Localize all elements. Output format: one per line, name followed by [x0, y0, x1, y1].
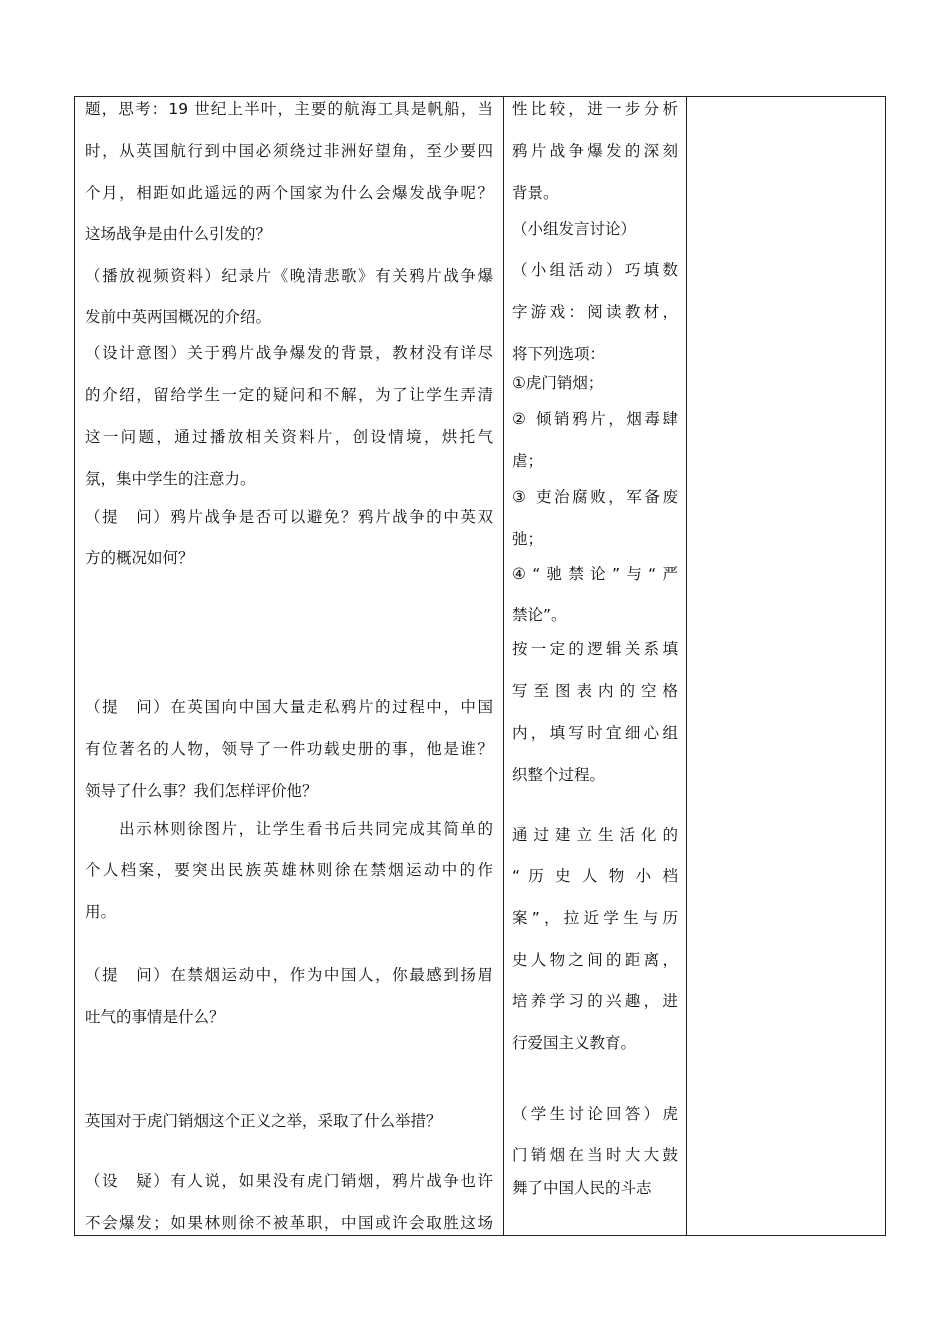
text-line: （播放视频资料）纪录片《晚清悲歌》有关鸦片战争爆	[85, 267, 493, 285]
lesson-table	[74, 96, 886, 1236]
text-line: 时，从英国航行到中国必须绕过非洲好望角，至少要四	[85, 142, 493, 160]
text-line: 鸦片战争爆发的深刻	[512, 142, 678, 160]
text-line: （设计意图）关于鸦片战争爆发的背景，教材没有详尽	[85, 344, 493, 362]
text-line: （设 疑）有人说，如果没有虎门销烟，鸦片战争也许	[85, 1172, 493, 1190]
text-line: 舞了中国人民的斗志	[512, 1179, 652, 1197]
text-line: 将下列选项：	[512, 345, 606, 363]
text-line: 的介绍，留给学生一定的疑问和不解，为了让学生弄清	[85, 386, 493, 404]
text-line: 写至图表内的空格	[512, 682, 678, 700]
text-line: （小组活动）巧填数	[512, 261, 678, 279]
text-line: “ 历 史 人 物 小 档	[512, 867, 678, 885]
notes-column	[687, 97, 885, 1235]
text-line: 史人物之间的距离，	[512, 951, 678, 969]
text-line: 方的概况如何？	[85, 549, 194, 567]
text-line: 这场战争是由什么引发的？	[85, 225, 272, 243]
text-line: （提 问）鸦片战争是否可以避免？鸦片战争的中英双	[85, 508, 493, 526]
text-line: 门销烟在当时大大鼓	[512, 1146, 678, 1164]
text-line: 内，填写时宜细心组	[512, 724, 678, 742]
text-line: 不会爆发；如果林则徐不被革职，中国或许会取胜这场	[85, 1214, 493, 1232]
text-line: 用。	[85, 903, 117, 921]
text-line: 织整个过程。	[512, 766, 606, 784]
text-line: ③ 吏治腐败，军备废	[512, 488, 678, 506]
text-line: 弛；	[512, 530, 544, 548]
text-line: ② 倾销鸦片，烟毒肆	[512, 410, 678, 428]
text-line: 字游戏：阅读教材，	[512, 303, 678, 321]
text-line: 英国对于虎门销烟这个正义之举，采取了什么举措？	[85, 1112, 442, 1130]
text-line: 发前中英两国概况的介绍。	[85, 308, 272, 326]
text-line: 题，思考：19 世纪上半叶，主要的航海工具是帆船，当	[85, 100, 493, 118]
text-line: 按一定的逻辑关系填	[512, 640, 678, 658]
text-line: 个人档案，要突出民族英雄林则徐在禁烟运动中的作	[85, 861, 493, 879]
text-line: （提 问）在禁烟运动中，作为中国人，你最感到扬眉	[85, 966, 493, 984]
text-line: 有位著名的人物，领导了一件功载史册的事，他是谁？	[85, 740, 493, 758]
text-line: ④“驰禁论”与“严	[512, 565, 678, 583]
text-line: 领导了什么事？我们怎样评价他？	[85, 782, 318, 800]
text-line: 行爱国主义教育。	[512, 1034, 637, 1052]
text-line: （提 问）在英国向中国大量走私鸦片的过程中，中国	[85, 698, 493, 716]
text-line: 通过建立生活化的	[512, 826, 678, 844]
text-line: 虐；	[512, 452, 544, 470]
text-line: 背景。	[512, 184, 559, 202]
text-line: 案”，拉近学生与历	[512, 909, 678, 927]
text-line: 氛，集中学生的注意力。	[85, 470, 256, 488]
text-line: ①虎门销烟；	[512, 374, 604, 392]
student-activity-column	[504, 97, 686, 1235]
text-line: （学生讨论回答）虎	[512, 1105, 678, 1123]
text-line: （小组发言讨论）	[512, 220, 637, 238]
teaching-process-column	[75, 97, 503, 1235]
text-line: 性比较，进一步分析	[512, 100, 678, 118]
text-line: 个月，相距如此遥远的两个国家为什么会爆发战争呢？	[85, 184, 493, 202]
text-line: 出示林则徐图片，让学生看书后共同完成其简单的	[85, 820, 493, 838]
text-line: 培养学习的兴趣，进	[512, 992, 678, 1010]
text-line: 吐气的事情是什么？	[85, 1008, 225, 1026]
text-line: 禁论”。	[512, 606, 567, 624]
text-line: 这一问题，通过播放相关资料片，创设情境，烘托气	[85, 428, 493, 446]
